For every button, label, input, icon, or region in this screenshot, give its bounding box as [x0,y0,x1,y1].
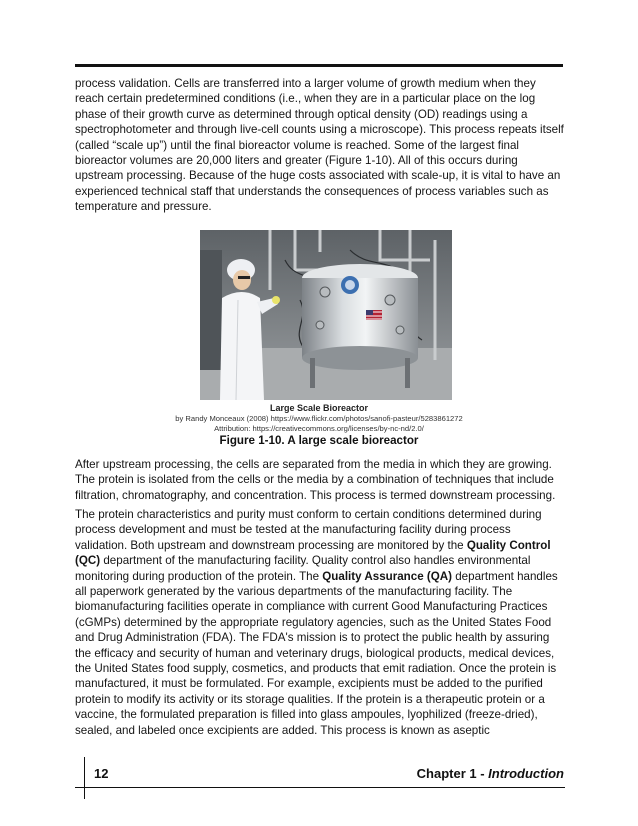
footer-vertical-rule [84,757,85,799]
figure-credit: by Randy Monceaux (2008) https://www.flickr.com/photos/sanofi-pasteur/5283861272 [175,414,463,423]
body-paragraph: process validation. Cells are transferred into a larger volume of growth medium when they reach certain predetermined conditions (i.e., when they are in a particular place on the log phase of their growth curve as determined through optical density (OD) readings using a spectrophotometer and through live-cell counts using a microscope). This process repeats itself (called “scale up”) until the final bioreactor volume is reached. Some of the largest final bioreactor volumes are 20,000 liters and greater (Figure 1-10). All of this occurs during upstream processing. Because of the huge costs associated with scale-up, it is vital to have an experienced technical staff that understands the consequences of process variables such as temperature and pressure. [75,77,564,214]
quality-control-term: Quality Control (QC) [75,538,551,568]
figure-caption: Figure 1-10. A large scale bioreactor [219,434,419,447]
quality-assurance-term: Quality Assurance (QA) [322,569,452,583]
bioreactor-illustration [200,230,452,400]
paragraph-text: department of the manufacturing facility. Quality control also handles environmental monitoring during production of the protein. The [75,554,531,583]
bioreactor-photo [200,230,452,400]
chapter-prefix: Chapter 1 - [416,766,489,781]
body-paragraph: After upstream processing, the cells are separated from the media in which they are growing. The protein is isolated from the cells or the media by a combination of techniques that include filtration, chromatography, and concentration. This process is termed downstream processing. [75,458,556,502]
chapter-label [417,766,564,781]
figure-photo-title: Large Scale Bioreactor [269,403,369,413]
chapter-title: Introduction [488,766,564,781]
footer-rule [75,787,565,788]
figure-attribution: Attribution: https://creativecommons.org/licenses/by-nc-nd/2.0/ [214,424,424,433]
body-paragraph [75,507,565,738]
paragraph-text: department handles all paperwork generated by the various departments of the manufacturing facility. The biomanufacturing facilities operate in compliance with current Good Manufacturing Practices (cGMPs) determined by the appropriate regulatory agencies, such as the United States Food and Drug Administration (FDA). The FDA's mission is to protect the public health by assuring the efficacy and security of human and veterinary drugs, biological products, medical devices, the United States food supply, cosmetics, and products that emit radiation. Once the protein is manufactured, it must be formulated. For example, excipients must be added to the purified protein to modify its activity or its storage qualities. If the protein is a therapeutic protein or a vaccine, the formulated preparation is filled into glass ampoules, lyophilized (freeze-dried), sealed, and labeled once excipients are added. This process is known as aseptic [75,569,558,737]
page-number: 12 [94,766,109,781]
paragraph-text: The protein characteristics and purity must conform to certain conditions determined during process development and must be tested at the manufacturing facility during process validation. Both upstream and downstream processing are monitored by the [75,508,542,552]
header-rule [75,64,563,67]
